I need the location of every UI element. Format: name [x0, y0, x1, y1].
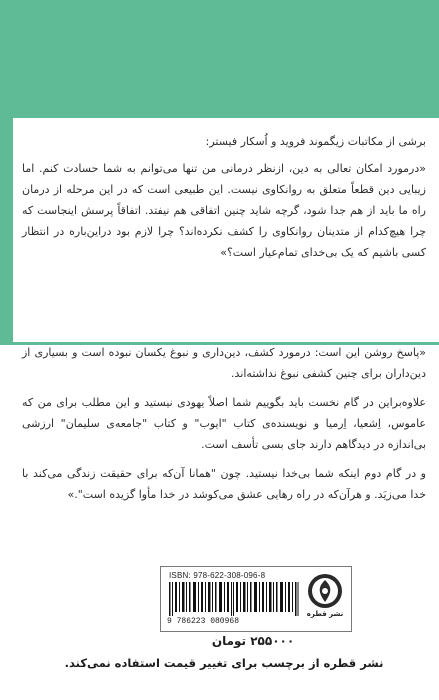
barcode-number: 9 786223 080968	[167, 617, 240, 626]
isbn-text: ISBN: 978-622-308-096-8	[169, 571, 266, 580]
excerpt-block-bottom	[22, 342, 426, 513]
answer-paragraph-1: «پاسخ روشن این است: درمورد کشف، دین‌داری و نبوغ یکسان نبوده است و بسیاری از دین‌داران برای چنین کشفی نبوغ نداشته‌اند.	[22, 346, 426, 380]
price-text: ۲۵۵۰۰۰ تومان	[211, 634, 295, 648]
answer-paragraph-2: علاوه‌براین در گام نخست باید بگوییم شما اصلاً یهودی نیستید و این مطلب برای من که عاموس، اِشعیا، اِرمیا و نویسنده‌ی کتاب "ایوب" و کتاب "جامعه‌ی سلیمان" ارزشی بی‌اندازه در دیدگاهم دارند جای بسی تأسف است.	[22, 396, 426, 451]
quote-paragraph: «درمورد امکان تعالی به دین، ازنظر درمانی من تنها می‌توانم به شما حسادت کنم. اما زیبایی دین قطعاً متعلق به روانکاوی نیست. این طبیعی است که در این مرحله از درمان راه ما باید از هم جدا شود، گرچه شاید چنین اتفاقی هم نیفتد. اتفاقاً پرسش اینجاست که چرا هیچ‌کدام از متدینان روانکاوی را کشف نکرده‌اند؟ چرا لازم بود دراین‌باره در انتظار کسی باشیم که یک بی‌خدای تمام‌عیار است؟»	[22, 162, 426, 259]
publisher-logo	[305, 573, 345, 625]
price-notice: نشر قطره از برچسب برای تغییر قیمت استفاده نمی‌کند.	[64, 656, 384, 670]
publisher-logo-text: نشر قطره	[306, 610, 344, 618]
excerpt-heading: برشی از مکاتبات زیگموند فروید و اُسکار فیستر:	[205, 135, 426, 148]
answer-paragraph-3: و در گام دوم اینکه شما بی‌خدا نیستید. چون "همانا آن‌که برای حقیقت زندگی می‌کند با خدا می‌زیَد. و هرآن‌که در راه رهایی عشق می‌کوشد در خدا مأوا گزیده است".»	[22, 467, 426, 501]
publisher-logo-icon	[307, 573, 343, 609]
barcode-bars	[169, 582, 299, 616]
excerpt-block-top	[22, 131, 426, 263]
barcode-label	[160, 566, 352, 632]
